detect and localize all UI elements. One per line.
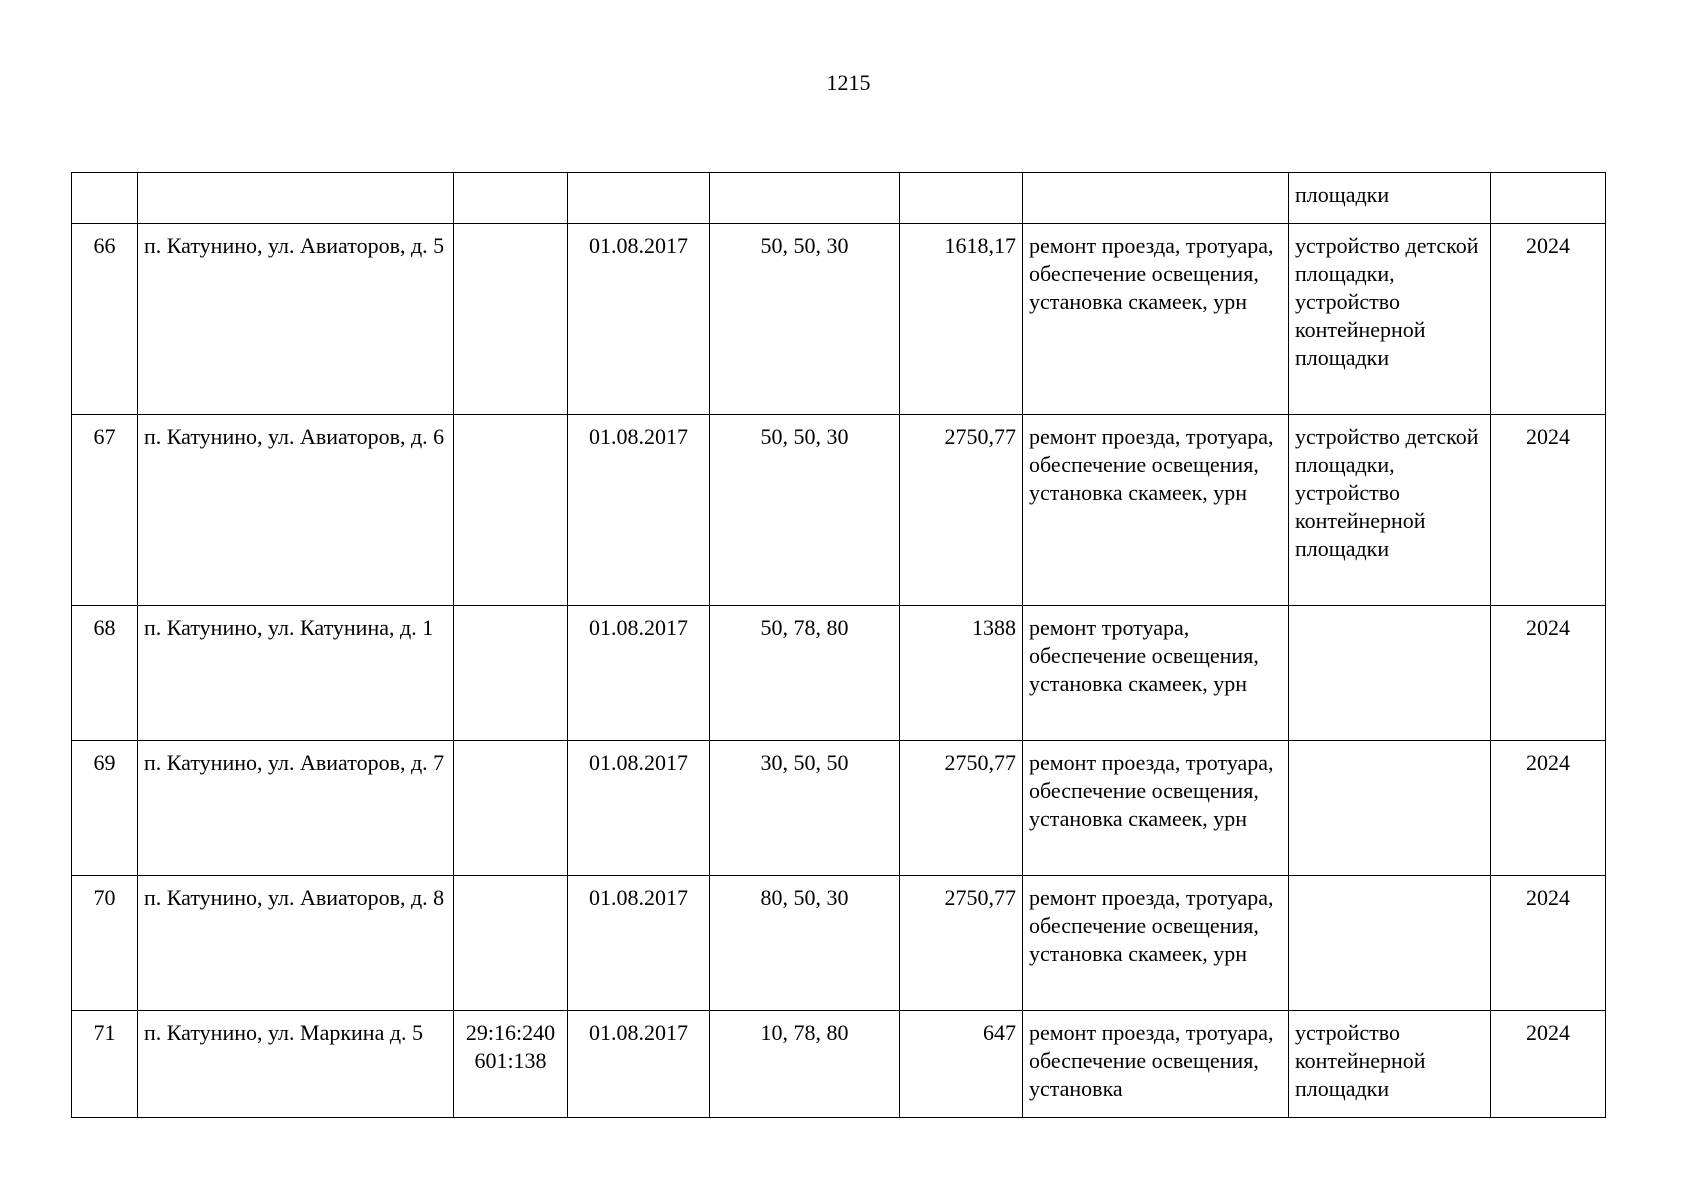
cell-year: 2024 bbox=[1491, 741, 1606, 876]
cell-date: 01.08.2017 bbox=[568, 1011, 710, 1118]
page-number: 1215 bbox=[826, 70, 871, 95]
cell-cadastral-number bbox=[454, 415, 568, 606]
cell-number: 70 bbox=[72, 876, 138, 1011]
cell-date: 01.08.2017 bbox=[568, 606, 710, 741]
cell-coefficients: 50, 78, 80 bbox=[710, 606, 900, 741]
cell-works-main: ремонт проезда, тротуара, обеспечение освещения, установка скамеек, урн bbox=[1023, 415, 1289, 606]
table-row bbox=[72, 1011, 1606, 1118]
cell-area: 2750,77 bbox=[900, 741, 1023, 876]
cell-area bbox=[900, 173, 1023, 224]
cell-coefficients bbox=[710, 173, 900, 224]
cell-year: 2024 bbox=[1491, 224, 1606, 415]
cell-address: п. Катунино, ул. Авиаторов, д. 7 bbox=[138, 741, 454, 876]
cell-year: 2024 bbox=[1491, 876, 1606, 1011]
cell-area: 2750,77 bbox=[900, 415, 1023, 606]
cell-cadastral-number bbox=[454, 606, 568, 741]
cell-coefficients: 50, 50, 30 bbox=[710, 415, 900, 606]
cell-cadastral-number bbox=[454, 741, 568, 876]
cell-works-extra bbox=[1289, 741, 1491, 876]
cell-date: 01.08.2017 bbox=[568, 876, 710, 1011]
cell-area: 647 bbox=[900, 1011, 1023, 1118]
cell-coefficients: 80, 50, 30 bbox=[710, 876, 900, 1011]
cell-year bbox=[1491, 173, 1606, 224]
cell-date: 01.08.2017 bbox=[568, 415, 710, 606]
cell-cadastral-number: 29:16:240 601:138 bbox=[454, 1011, 568, 1118]
cell-works-extra bbox=[1289, 606, 1491, 741]
cell-works-extra: устройство детской площадки, устройство контейнерной площадки bbox=[1289, 224, 1491, 415]
cell-coefficients: 50, 50, 30 bbox=[710, 224, 900, 415]
cell-address: п. Катунино, ул. Авиаторов, д. 5 bbox=[138, 224, 454, 415]
cell-works-extra: площадки bbox=[1289, 173, 1491, 224]
cell-works-main: ремонт проезда, тротуара, обеспечение освещения, установка скамеек, урн bbox=[1023, 741, 1289, 876]
cell-works-extra: устройство контейнерной площадки bbox=[1289, 1011, 1491, 1118]
cell-number: 68 bbox=[72, 606, 138, 741]
cell-address: п. Катунино, ул. Авиаторов, д. 8 bbox=[138, 876, 454, 1011]
cell-address: п. Катунино, ул. Маркина д. 5 bbox=[138, 1011, 454, 1118]
cell-date: 01.08.2017 bbox=[568, 741, 710, 876]
cell-cadastral-number bbox=[454, 173, 568, 224]
cell-number bbox=[72, 173, 138, 224]
cell-year: 2024 bbox=[1491, 606, 1606, 741]
cell-coefficients: 10, 78, 80 bbox=[710, 1011, 900, 1118]
cell-year: 2024 bbox=[1491, 415, 1606, 606]
cell-area: 1388 bbox=[900, 606, 1023, 741]
table-row bbox=[72, 173, 1606, 224]
table-row bbox=[72, 876, 1606, 1011]
cell-year: 2024 bbox=[1491, 1011, 1606, 1118]
cell-area: 2750,77 bbox=[900, 876, 1023, 1011]
table-row bbox=[72, 606, 1606, 741]
cell-number: 66 bbox=[72, 224, 138, 415]
cell-works-extra: устройство детской площадки, устройство контейнерной площадки bbox=[1289, 415, 1491, 606]
cell-works-main: ремонт проезда, тротуара, обеспечение освещения, установка скамеек, урн bbox=[1023, 876, 1289, 1011]
cell-works-extra bbox=[1289, 876, 1491, 1011]
cell-number: 67 bbox=[72, 415, 138, 606]
cell-date bbox=[568, 173, 710, 224]
cell-coefficients: 30, 50, 50 bbox=[710, 741, 900, 876]
cell-address bbox=[138, 173, 454, 224]
cell-works-main bbox=[1023, 173, 1289, 224]
cell-number: 69 bbox=[72, 741, 138, 876]
table-row bbox=[72, 415, 1606, 606]
cell-date: 01.08.2017 bbox=[568, 224, 710, 415]
cell-cadastral-number bbox=[454, 876, 568, 1011]
cell-address: п. Катунино, ул. Авиаторов, д. 6 bbox=[138, 415, 454, 606]
cell-address: п. Катунино, ул. Катунина, д. 1 bbox=[138, 606, 454, 741]
cell-works-main: ремонт проезда, тротуара, обеспечение освещения, установка скамеек, урн bbox=[1023, 224, 1289, 415]
cell-works-main: ремонт тротуара, обеспечение освещения, установка скамеек, урн bbox=[1023, 606, 1289, 741]
table-row bbox=[72, 224, 1606, 415]
cell-works-main: ремонт проезда, тротуара, обеспечение освещения, установка bbox=[1023, 1011, 1289, 1118]
table-row bbox=[72, 741, 1606, 876]
cell-cadastral-number bbox=[454, 224, 568, 415]
improvement-register-table bbox=[71, 172, 1606, 1118]
cell-number: 71 bbox=[72, 1011, 138, 1118]
cell-area: 1618,17 bbox=[900, 224, 1023, 415]
